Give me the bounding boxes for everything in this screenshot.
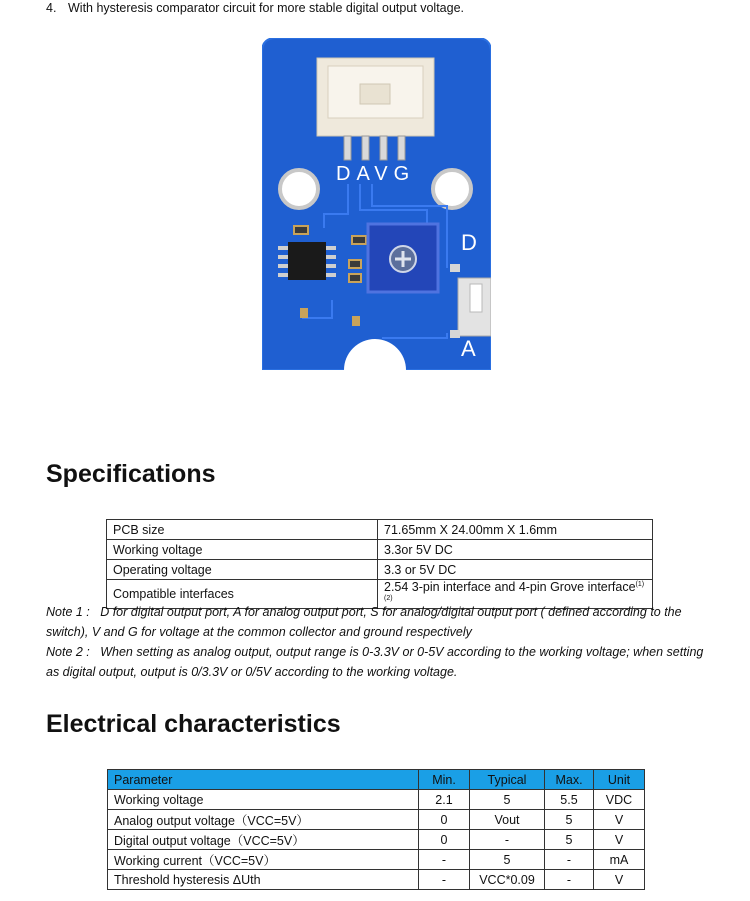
table-cell: - [545,870,594,890]
table-cell: Vout [470,810,545,830]
table-row [108,870,645,890]
list-number: 4. [46,1,57,15]
table-cell: - [545,850,594,870]
table-cell: 5.5 [545,790,594,810]
spec-value-text: 71.65mm X 24.00mm X 1.6mm [384,522,557,537]
table-row [108,850,645,870]
table-cell: Working current（VCC=5V） [108,850,419,870]
note-label: Note 1 : [46,605,90,619]
column-header: Parameter [108,770,419,790]
table-header-row [108,770,645,790]
note-text: D for digital output port, A for analog output port, S for analog/digital output port ( defined according to the switch), V and G for voltage at the common collector and ground respectively [46,605,682,639]
table-cell: 0 [419,810,470,830]
table-row [107,540,653,560]
footnote-marker: (1)(2) [384,581,645,602]
table-cell: Analog output voltage（VCC=5V） [108,810,419,830]
table-cell: VDC [594,790,645,810]
spec-label: Compatible interfaces [107,580,378,609]
table-row [108,790,645,810]
spec-notes [46,602,716,682]
table-row [107,520,653,540]
table-cell: Threshold hysteresis ΔUth [108,870,419,890]
table-cell: 5 [545,830,594,850]
column-header: Unit [594,770,645,790]
electrical-characteristics-heading: Electrical characteristics [46,710,341,738]
sensor-board-photo [262,38,491,370]
table-cell: 5 [545,810,594,830]
note-text: When setting as analog output, output range is 0-3.3V or 0-5V according to the working voltage; when setting as digital output, output is 0/3.3V or 0/5V according to the working voltage. [46,645,704,679]
intro-text: With hysteresis comparator circuit for more stable digital output voltage. [68,1,465,15]
intro-line [46,1,464,15]
note-2 [46,642,716,682]
table-row [108,810,645,830]
note-1 [46,602,716,642]
table-cell: - [470,830,545,850]
spec-value [378,540,653,560]
spec-value-text: 3.3or 5V DC [384,542,453,557]
table-row [108,830,645,850]
table-cell: V [594,830,645,850]
column-header: Min. [419,770,470,790]
spec-label: Operating voltage [107,560,378,580]
switch-label-analog: A [461,336,476,361]
table-cell: - [419,850,470,870]
table-cell: - [419,870,470,890]
table-cell: 0 [419,830,470,850]
table-cell: mA [594,850,645,870]
table-cell: V [594,870,645,890]
spec-label: Working voltage [107,540,378,560]
table-cell: 5 [470,850,545,870]
table-cell: V [594,810,645,830]
specifications-heading: Specifications [46,460,216,488]
table-cell: Digital output voltage（VCC=5V） [108,830,419,850]
spec-value [378,560,653,580]
electrical-characteristics-table [107,769,645,890]
spec-value [378,520,653,540]
spec-value-text: 3.3 or 5V DC [384,562,457,577]
pin-labels: DAVG [336,163,416,185]
switch-label-digital: D [461,230,477,255]
table-cell: Working voltage [108,790,419,810]
table-row [107,560,653,580]
spec-label: PCB size [107,520,378,540]
table-cell: 2.1 [419,790,470,810]
specifications-table [106,519,653,609]
table-cell: VCC*0.09 [470,870,545,890]
spec-value-text: 2.54 3-pin interface and 4-pin Grove interface [384,580,636,594]
note-label: Note 2 : [46,645,90,659]
column-header: Max. [545,770,594,790]
table-cell: 5 [470,790,545,810]
column-header: Typical [470,770,545,790]
